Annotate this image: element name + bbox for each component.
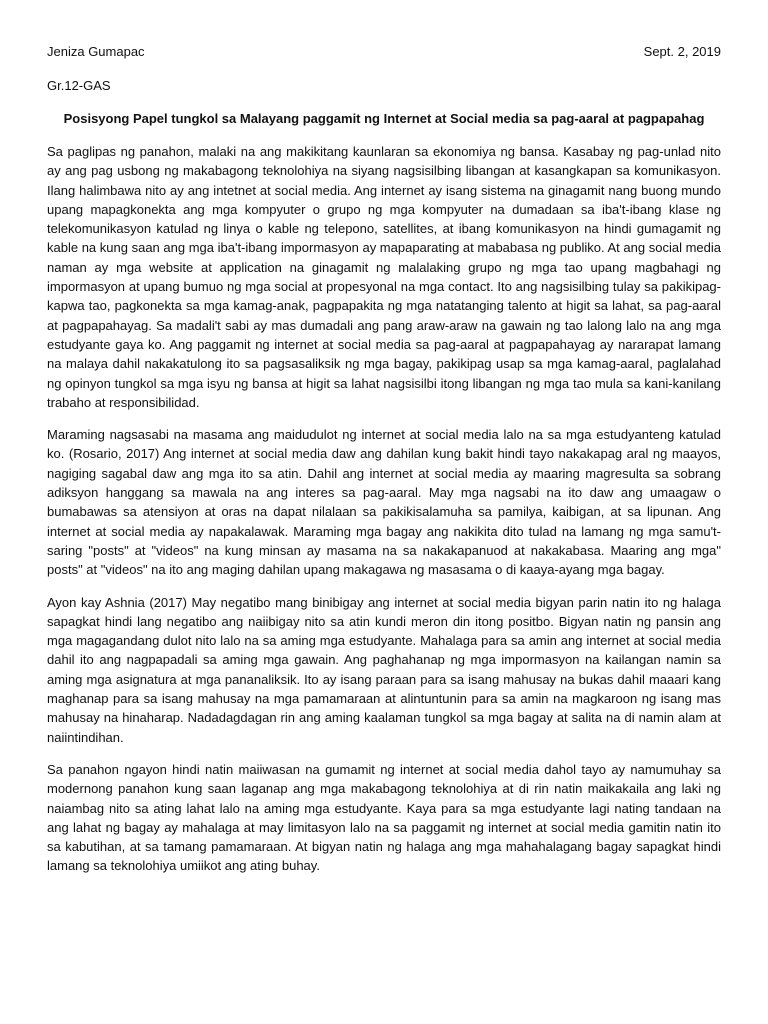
author-name: Jeniza Gumapac xyxy=(47,44,145,59)
paragraph-1: Sa paglipas ng panahon, malaki na ang makikitang kaunlaran sa ekonomiya ng bansa. Kasabay ng pag-unlad nito ay ang pag usbong ng makabagong teknolohiya na siyang nagsisilbing libangan at kasangkapan sa komunikasyon. Ilang halimbawa nito ay ang intetnet at social media. Ang internet ay isang sistema na ginagamit nang buong mundo upang mapagkonekta ang mga kompyuter o grupo ng mga kompyuter na dumadaan sa iba't-ibang klase ng telekomunikasyon katulad ng linya o kable ng telepono, satellites, at ibang komunikasyon na hindi gumagamit ng kable na kung saan ang mga iba't-ibang impormasyon ay mapaparating at mababasa ng publiko. At ang social media naman ay mga website at application na ginagamit ng malalaking grupo ng mga tao upang magbahagi ng impormasyon at upang bumuo ng mga social at propesyonal na mga contact. Ito ang nagsisilbing tulay sa pakikipag-kapwa tao, pagkonekta sa mga kamag-anak, pagpapakita ng mga natatanging talento at higit sa lahat, sa pag-aaral at pagpapahayag. Sa madali't sabi ay mas dumadali ang pang araw-araw na gawain ng tao lalong lalo na ang mga estudyante gaya ko. Ang paggamit ng internet at social media sa pag-aaral at pagpapahayag ay nararapat lamang na malaya dahil nakakatulong ito sa pagsasaliksik ng mga bagay, pakikipag usap sa mga kamag-aaral, paglalahad ng opinyon tungkol sa mga isyu ng bansa at higit sa lahat nagsisilbi itong libangan ng mga tao mula sa kani-kanilang trabaho at responsibilidad. xyxy=(47,144,721,410)
paragraph-2: Maraming nagsasabi na masama ang maidudulot ng internet at social media lalo na sa mga estudyanteng katulad ko. (Rosario, 2017) Ang internet at social media daw ang dahilan kung bakit hindi tayo nakakapag aral ng maayos, nagiging sagabal daw ang mga ito sa atin. Dahil ang internet at social media ay maaring magresulta sa sobrang adiksyon hanggang sa mawala na ang interes sa pag-aaral. May mga nagsabi na ito daw ang umaagaw o bumabawas sa atensiyon at oras na dapat nilalaan sa pakikisalamuha sa pamilya, kaibigan, at sa lipunan. Ang internet at social media ay napakalawak. Maraming mga bagay ang nakikita dito tulad na lamang ng mga samu't-saring "posts" at "videos" na kung minsan ay masama na sa nakakapanuod at nakakabasa. Maaring ang mga" posts" at "videos" na ito ang maging dahilan upang makagawa ng masasama o di kaaya-ayang mga bagay. xyxy=(47,427,721,578)
document-date: Sept. 2, 2019 xyxy=(643,44,721,59)
header-row xyxy=(47,44,721,62)
paragraph-3: Ayon kay Ashnia (2017) May negatibo mang binibigay ang internet at social media bigyan parin natin ito ng halaga sapagkat hindi lang negatibo ang naiibigay nito sa atin kundi meron din itong positbo. Bigyan natin ng pansin ang mga magagandang dulot nito lalo na sa aming mga estudyante. Mahalaga para sa amin ang internet at social media dahil ito ang nagpapadali sa aming mga gawain. Ang paghahanap ng mga impormasyon na kailangan namin sa aming mga asignatura at mga pananaliksik. Ito ay isang paraan para sa isang mahusay na bukas dahil maaari kang maghanap para sa isang mahusay na mga pamamaraan at alintuntunin para sa amin na magkaroon ng isang mas mahusay na hinaharap. Nadadagdagan rin ang aming kaalaman tungkol sa mga bagay at salita na di namin alam at naiintindihan. xyxy=(47,594,721,745)
grade-section: Gr.12-GAS xyxy=(47,78,111,93)
document-body xyxy=(47,142,721,889)
document-title: Posisyong Papel tungkol sa Malayang paggamit ng Internet at Social media sa pag-aaral at pagpapahag xyxy=(63,111,705,126)
paragraph-4: Sa panahon ngayon hindi natin maiiwasan na gumamit ng internet at social media dahol tayo ay namumuhay sa modernong panahon kung saan laganap ang mga makabagong teknolohiya at di rin natin maikakaila ang laki ng naiambag nito sa ating lahat lalo na aming mga estudyante. Kaya para sa mga estudyante lagi nating tandaan na ang lahat ng bagay ay mahalaga at may limitasyon lalo na sa paggamit ng internet at social media gamitin natin ito sa kabutihan, at sa tamang pamamaraan. At bigyan natin ng halaga ang mga mahahalagang bagay sapagkat hindi lamang sa teknolohiya umiikot ang ating buhay. xyxy=(47,761,721,874)
